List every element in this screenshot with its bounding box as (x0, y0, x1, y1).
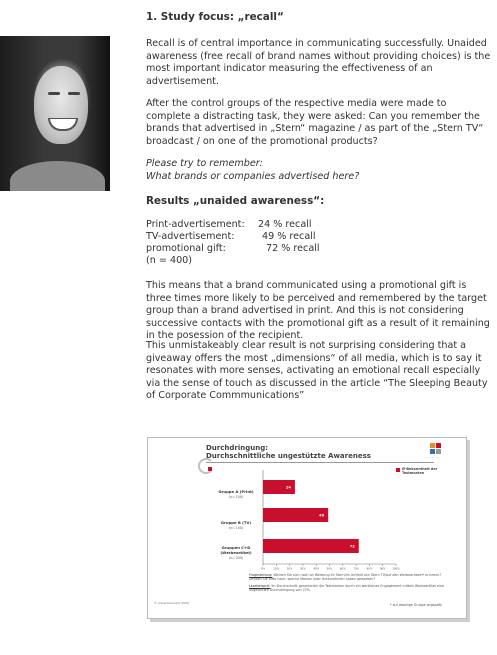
bar (263, 539, 359, 553)
figure-title-line-1: Durchdringung: (206, 444, 269, 452)
category-n: (n= 100) (228, 525, 244, 530)
x-tick-label: 80% (366, 567, 373, 571)
eye-right (68, 92, 80, 95)
result-value: 72 % recall (266, 243, 320, 254)
category-name: Gruppen C+D (Werbeartikel) (220, 545, 252, 555)
page-heading: 1. Study focus: „recall“ (146, 11, 284, 23)
conclusion-paragraph: This unmistakeably clear result is not surprising considering that a giveaway offers the most „dimensions“ of all media, which is to say it resonates with more senses, activating an emotional recall especially via the sense of touch as discussed in the article “The Sleeping Beauty of Corporate Commmunications” (146, 340, 488, 402)
figure-copyright: © Advertainment 2006 (154, 601, 189, 605)
intro-paragraph: Recall is of central importance in communicating successfully. Unaided awareness (free recall of brand names without providing choices) is the most important indicator measuring the effectiveness of an advertisement. (146, 38, 491, 87)
note-text: Können Sie sich noch an Werbung im Stern/im Umfeld von Stern TV/auf den Werbeartikeln* erinnern? Denken Sie bitte nach: welche Marken oder Unternehmen haben geworben? (249, 573, 441, 582)
note-text: Im Durchschnitt generierten die Testmarken durch ein werbliches Engagement mittels Werbeartikel eine ungestützte Durchdringung von 72%. (249, 584, 444, 593)
result-label: promotional gift: (146, 243, 226, 254)
means-paragraph: This means that a brand communicated using a promotional gift is three times more likely to be perceived and remembered by the target group than a brand advertised in print. And this is not considering successive contacts with the promotional gift as a result of it remaining in the posession of the recipient. (146, 280, 490, 342)
x-tick-label: 10% (273, 567, 280, 571)
results-heading: Results „unaided awareness“: (146, 195, 325, 207)
result-row-print (146, 219, 312, 232)
figure-note-question (249, 573, 444, 581)
figure-footnote: * auf jeweilige Gruppe angepaßt (390, 603, 442, 607)
result-row-tv (146, 231, 316, 244)
chart-figure (147, 437, 467, 619)
x-tick-label: 100% (392, 567, 400, 571)
x-tick-label: 40% (313, 567, 320, 571)
result-value: 24 % recall (258, 219, 312, 230)
question-line-1: Please try to remember: (146, 158, 263, 169)
x-tick-label: 90% (379, 567, 386, 571)
x-tick-label: 20% (286, 567, 293, 571)
category-n: (n= 100) (228, 494, 244, 499)
result-label: TV-advertisement: (146, 231, 235, 242)
result-value: 49 % recall (262, 231, 316, 242)
category-n: (n= 200) (228, 555, 244, 560)
x-tick-label: 50% (326, 567, 333, 571)
category-name: Gruppe B (TV) (220, 520, 252, 525)
x-tick-label: 0% (260, 567, 266, 571)
bar-value-label: 24 (285, 485, 291, 490)
method-paragraph: After the control groups of the respective media were made to complete a distracting task, they were asked: Can you remember the brands that advertised in „Stern“ magazine / as part of the „Stern TV“ broadcast / on one of the promotional products? (146, 98, 484, 147)
result-row-gift (146, 243, 320, 256)
woman-photo (0, 36, 110, 191)
legend-label: Ø-Bekanntheit der Testmarken (402, 467, 438, 476)
note-label: Lesebeispiel: (249, 584, 271, 588)
category-name: Gruppe A (Print) (218, 489, 254, 494)
bar-value-label: 49 (319, 513, 325, 518)
note-label: Fragestellung: (249, 573, 273, 577)
question-line-2: What brands or companies advertised here? (146, 171, 360, 182)
figure-note-example (249, 584, 444, 592)
bar-value-label: 72 (349, 544, 355, 549)
x-tick-label: 70% (353, 567, 359, 571)
eye-left (48, 92, 60, 95)
face-shape (34, 66, 88, 144)
figure-title-line-2: Durchschnittliche ungestützte Awareness (206, 452, 371, 460)
x-tick-label: 30% (300, 567, 306, 571)
logo-text: ........ .... ..... (424, 456, 440, 459)
result-label: Print-advertisement: (146, 219, 245, 230)
x-tick-label: 60% (339, 567, 346, 571)
result-sample-size: (n = 400) (146, 255, 193, 266)
